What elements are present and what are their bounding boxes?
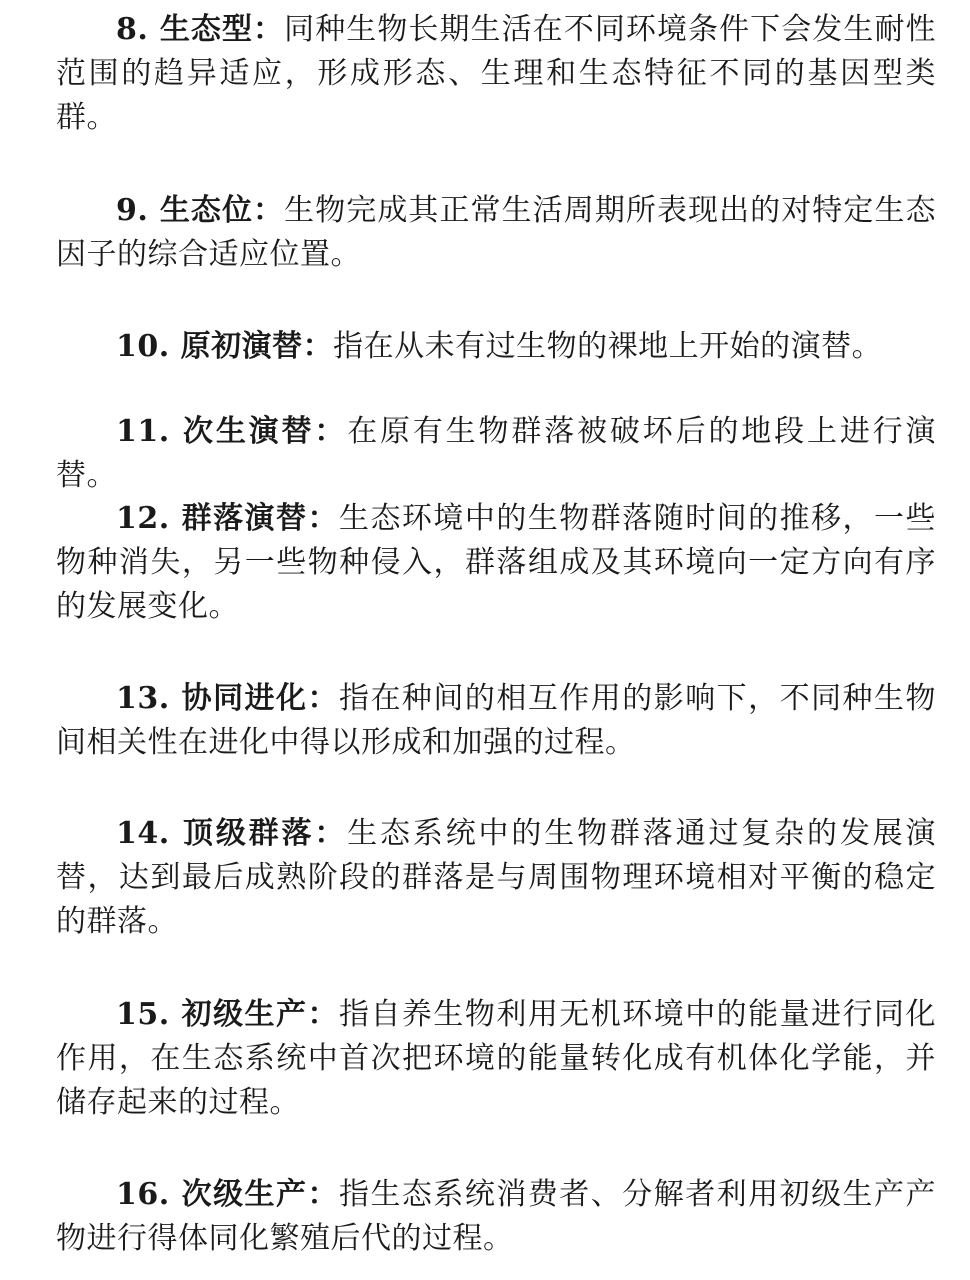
term-definition: 生物完成其正常生活周期所表现出的对特定生态因子的综合适应位置。	[56, 193, 937, 272]
term-label: 16. 次级生产：	[116, 1177, 339, 1212]
term-label: 13. 协同进化：	[116, 681, 339, 716]
term-definition: 指在种间的相互作用的影响下，不同种生物间相关性在进化中得以形成和加强的过程。	[56, 681, 937, 760]
term-label: 15. 初级生产：	[116, 997, 339, 1032]
term-label: 8. 生态型：	[116, 12, 285, 47]
term-definition: 生态系统中的生物群落通过复杂的发展演替，达到最后成熟阶段的群落是与周围物理环境相对平衡的稳定的群落。	[56, 816, 936, 939]
term-label: 9. 生态位：	[116, 193, 285, 228]
term-definition: 指自养生物利用无机环境中的能量进行同化作用，在生态系统中首次把环境的能量转化成有机体化学能，并储存起来的过程。	[56, 997, 937, 1120]
term-definition: 同种生物长期生活在不同环境条件下会发生耐性范围的趋异适应，形成形态、生理和生态特征不同的基因型类群。	[56, 12, 937, 135]
term-definition: 在原有生物群落被破坏后的地段上进行演替。	[56, 414, 936, 493]
term-definition: 生态环境中的生物群落随时间的推移，一些物种消失，另一些物种侵入，群落组成及其环境向一定方向有序的发展变化。	[56, 501, 937, 624]
entry-climax-community	[56, 812, 936, 944]
term-definition: 指生态系统消费者、分解者利用初级生产产物进行得体同化繁殖后代的过程。	[56, 1177, 937, 1256]
entry-niche	[56, 189, 936, 277]
entry-coevolution	[56, 677, 936, 765]
term-label: 11. 次生演替：	[116, 414, 348, 449]
term-label: 10. 原初演替：	[116, 329, 334, 364]
entry-primary-succession	[56, 325, 936, 369]
entry-secondary-succession	[56, 410, 936, 498]
entry-community-succession	[56, 497, 936, 629]
term-label: 14. 顶级群落：	[116, 816, 348, 851]
term-definition: 指在从未有过生物的裸地上开始的演替。	[333, 329, 883, 364]
entry-ecotype	[56, 8, 936, 140]
term-label: 12. 群落演替：	[116, 501, 339, 536]
entry-secondary-production	[56, 1173, 936, 1261]
entry-primary-production	[56, 993, 936, 1125]
